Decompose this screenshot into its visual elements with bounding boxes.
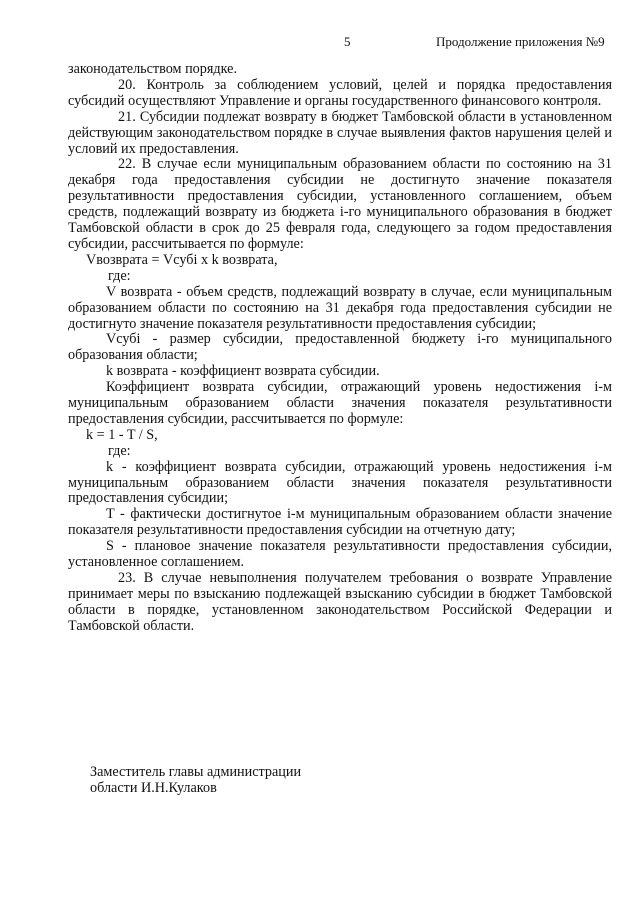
document-body — [68, 62, 612, 635]
definition-k-return: k возврата - коэффициент возврата субсидии. — [106, 363, 380, 380]
definition-v-return: V возврата - объем средств, подлежащий возврату в случае, если муниципальным образованием области по состоянию на 31 декабря года предоставления субсидии не достигнуто значение показателя результативности предоставления субсидии; — [68, 283, 612, 332]
definition-k: k - коэффициент возврата субсидии, отражающий уровень недостижения i-м муниципальным образованием области значения показателя результативности предоставления субсидии; — [68, 458, 612, 507]
paragraph-continuation: законодательством порядке. — [68, 61, 237, 77]
formula-return-volume: Vвозврата = Vсубi x k возврата, — [86, 251, 278, 268]
paragraph-coefficient: Коэффициент возврата субсидии, отражающий уровень недостижения i-м муниципальным образованием области значения показателя результативности предоставления субсидии, рассчитывается по формуле: — [68, 379, 612, 427]
formula-coefficient: k = 1 - T / S, — [86, 426, 158, 443]
signature-block — [90, 764, 301, 796]
where-label-2: где: — [108, 442, 131, 459]
where-label: где: — [108, 267, 131, 284]
paragraph-23: 23. В случае невыполнения получателем требования о возврате Управление принимает меры по взысканию подлежащей взысканию субсидии в бюджет Тамбовской области в порядке, установленном законодательством Российской Федерации и Тамбовской области. — [68, 570, 612, 634]
page-number: 5 — [344, 34, 351, 49]
page-header: Продолжение приложения №9 — [436, 34, 605, 49]
definition-t: T - фактически достигнутое i-м муниципальным образованием области значение показателя результативности предоставления субсидии на отчетную дату; — [68, 506, 612, 539]
paragraph-22: 22. В случае если муниципальным образованием области по состоянию на 31 декабря года предоставления субсидии не достигнуто значение показателя результативности предоставления субсидии, установленного соглашением, объем средств, подлежащий возврату из бюджета i-го муниципального образования в бюджет Тамбовской области в срок до 25 февраля года, следующего за годом предоставления субсидии, рассчитывается по формуле: — [68, 156, 612, 252]
signature-name: области И.Н.Кулаков — [90, 780, 217, 796]
paragraph-20: 20. Контроль за соблюдением условий, целей и порядка предоставления субсидий осуществляют Управление и органы государственного финансового контроля. — [68, 76, 612, 109]
definition-v-subsidy: Vсубi - размер субсидии, предоставленной бюджету i-го муниципального образования области; — [68, 331, 612, 364]
signature-title: Заместитель главы администрации — [90, 764, 302, 780]
paragraph-21: 21. Субсидии подлежат возврату в бюджет Тамбовской области в установленном действующим законодательством порядке в случае выявления фактов нарушения целей и условий их предоставления. — [68, 108, 612, 157]
definition-s: S - плановое значение показателя результативности предоставления субсидии, установленное соглашением. — [68, 538, 612, 571]
